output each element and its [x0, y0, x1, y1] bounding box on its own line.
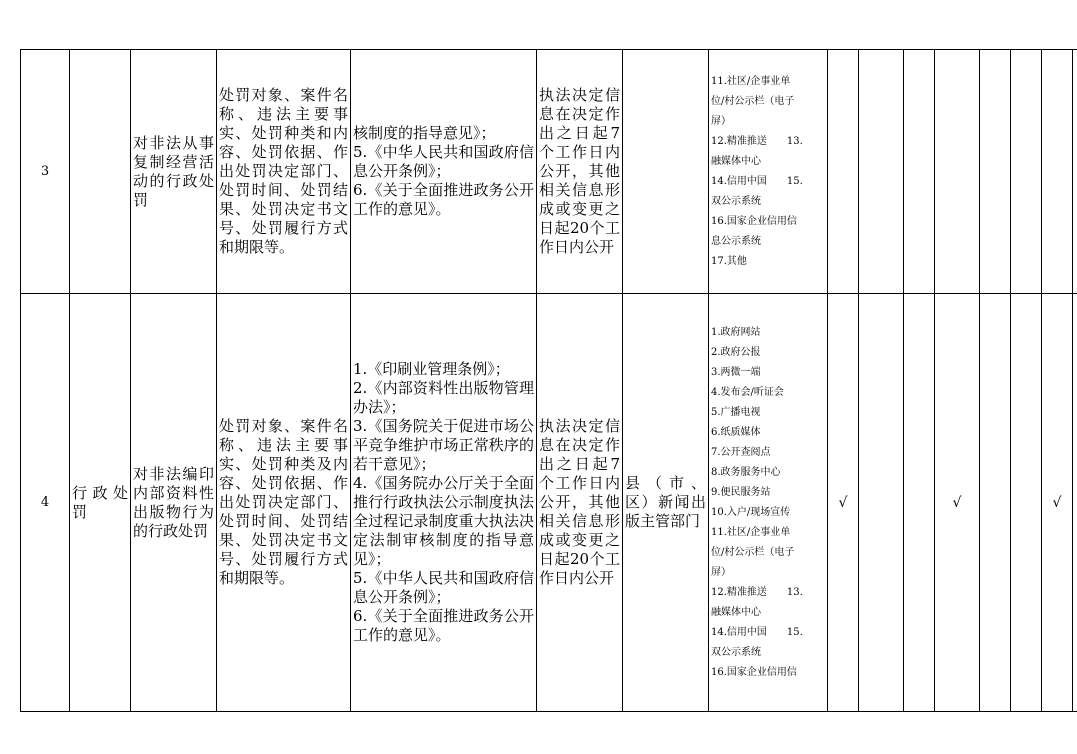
table-row — [21, 294, 1077, 712]
mark-cell — [904, 50, 935, 294]
mark-cell — [980, 294, 1011, 712]
item-cell: 对非法编印内部资料性出版物行为的行政处罚 — [131, 294, 217, 712]
channel-line: 16.国家企业信用信 — [711, 666, 797, 678]
basis-line: 6.《关于全面推进政务公开工作的意见》。 — [353, 181, 534, 218]
basis-line: 4.《国务院办公厅关于全面推行行政执法公示制度执法全过程记录制度重大执法决定法制审核制度的指导意见》； — [353, 474, 534, 568]
basis-cell — [351, 50, 537, 294]
channel-line: 双公示系统 — [711, 646, 761, 658]
channel-line: 8.政务服务中心 — [711, 466, 781, 478]
channel-line: 4.发布会/听证会 — [711, 386, 784, 398]
mark-cell: √ — [1042, 294, 1073, 712]
channel-line: 3.两微一端 — [711, 366, 761, 378]
mark-cell — [1011, 50, 1042, 294]
table-row — [21, 50, 1077, 294]
channel-line: 位/村公示栏（电子 — [711, 546, 795, 558]
mark-cell — [1042, 50, 1073, 294]
basis-line: 3.《国务院关于促进市场公平竞争维护市场正常秩序的若干意见》； — [353, 417, 534, 473]
mark-cell — [859, 294, 904, 712]
mark-cell — [904, 294, 935, 712]
item-cell: 对非法从事复制经营活动的行政处罚 — [131, 50, 217, 294]
basis-line: 6.《关于全面推进政务公开工作的意见》。 — [353, 607, 534, 644]
mark-cell — [1073, 50, 1077, 294]
basis-line: 5.《中华人民共和国政府信息公开条例》； — [353, 569, 534, 606]
channel-line: 6.纸质媒体 — [711, 426, 761, 438]
channel-line: 17.其他 — [711, 255, 747, 267]
basis-line: 1.《印刷业管理条例》； — [353, 360, 510, 378]
mark-cell — [1011, 294, 1042, 712]
channel-line: 12.精准推送 13. — [711, 586, 803, 598]
channel-line: 11.社区/企事业单 — [711, 75, 791, 87]
mark-cell — [980, 50, 1011, 294]
category-cell — [70, 50, 131, 294]
basis-line: 2.《内部资料性出版物管理办法》； — [353, 379, 534, 416]
channel-line: 双公示系统 — [711, 195, 761, 207]
mark-cell — [859, 50, 904, 294]
channel-line: 融媒体中心 — [711, 155, 761, 167]
basis-cell — [351, 294, 537, 712]
department-cell: 县（市、区）新闻出版主管部门 — [623, 294, 709, 712]
channel-line: 2.政府公报 — [711, 346, 761, 358]
mark-cell — [1073, 294, 1077, 712]
channel-line: 位/村公示栏（电子 — [711, 95, 795, 107]
channel-line: 10.入户/现场宣传 — [711, 506, 791, 518]
channels-cell — [709, 294, 828, 712]
channel-line: 融媒体中心 — [711, 606, 761, 618]
department-cell — [623, 50, 709, 294]
basis-line: 核制度的指导意见》； — [353, 124, 496, 142]
timeline-cell: 执法决定信息在决定作出之日起7个工作日内公开，其他相关信息形成或变更之日起20个工作日内公开 — [537, 50, 623, 294]
channel-line: 屏） — [711, 566, 731, 578]
channel-line: 16.国家企业信用信 — [711, 215, 797, 227]
basis-line: 5.《中华人民共和国政府信息公开条例》； — [353, 143, 534, 180]
content-cell: 处罚对象、案件名称、违法主要事实、处罚种类及内容、处罚依据、作出处罚决定部门、处罚时间、处罚结果、处罚决定书文号、处罚履行方式和期限等。 — [217, 294, 351, 712]
channel-line: 9.便民服务站 — [711, 486, 771, 498]
channel-line: 14.信用中国 15. — [711, 175, 803, 187]
category-cell: 行政处罚 — [70, 294, 131, 712]
channel-line: 5.广播电视 — [711, 406, 761, 418]
content-cell: 处罚对象、案件名称、违法主要事实、处罚种类和内容、处罚依据、作出处罚决定部门、处罚时间、处罚结果、处罚决定书文号、处罚履行方式和期限等。 — [217, 50, 351, 294]
channel-line: 7.公开查阅点 — [711, 446, 771, 458]
channel-line: 1.政府网站 — [711, 326, 761, 338]
channel-line: 屏） — [711, 115, 731, 127]
channel-line: 11.社区/企事业单 — [711, 526, 791, 538]
mark-cell: √ — [935, 294, 980, 712]
mark-cell — [828, 50, 859, 294]
disclosure-table — [20, 49, 1077, 712]
channels-cell — [709, 50, 828, 294]
row-index: 4 — [21, 294, 70, 712]
channel-line: 息公示系统 — [711, 235, 761, 247]
channel-line: 12.精准推送 13. — [711, 135, 803, 147]
channel-line: 14.信用中国 15. — [711, 626, 803, 638]
row-index: 3 — [21, 50, 70, 294]
mark-cell — [935, 50, 980, 294]
mark-cell: √ — [828, 294, 859, 712]
timeline-cell: 执法决定信息在决定作出之日起7个工作日内公开，其他相关信息形成或变更之日起20个工作日内公开 — [537, 294, 623, 712]
